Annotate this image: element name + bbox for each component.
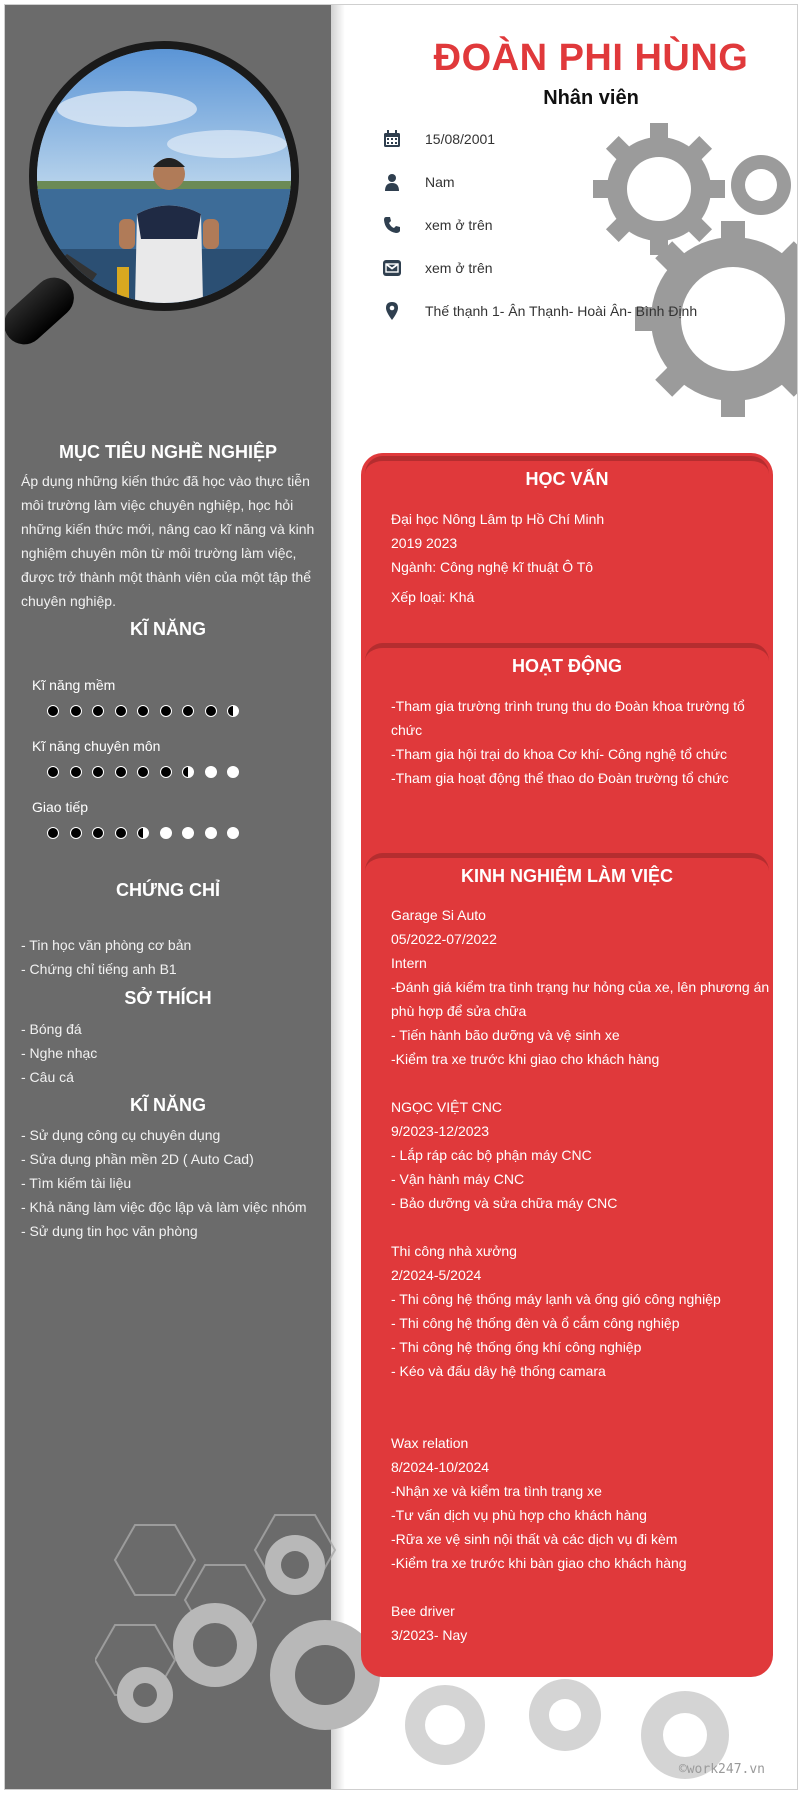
experience-title: KINH NGHIỆM LÀM VIỆC bbox=[460, 866, 673, 886]
rating-dot bbox=[92, 827, 104, 839]
rating-dot bbox=[227, 705, 239, 717]
experience-line: Thi công nhà xưởng bbox=[391, 1243, 517, 1259]
list-item: - Sửa dụng phần mền 2D ( Auto Cad) bbox=[21, 1151, 254, 1167]
experience-line: phù hợp để sửa chữa bbox=[391, 1003, 527, 1019]
candidate-position: Nhân viên bbox=[543, 87, 639, 109]
experience-line: - Bảo dưỡng và sửa chữa máy CNC bbox=[391, 1195, 618, 1211]
experience-line: 8/2024-10/2024 bbox=[391, 1459, 490, 1475]
avatar bbox=[37, 49, 291, 303]
email-value: xem ở trên bbox=[425, 260, 493, 276]
email-icon bbox=[381, 257, 403, 279]
activities-line: -Tham gia hội trại do khoa Cơ khí- Công nghệ tổ chức bbox=[391, 746, 728, 762]
certificates-title: CHỨNG CHỈ bbox=[116, 880, 220, 900]
experience-line: NGỌC VIỆT CNC bbox=[391, 1099, 502, 1115]
gears-decoration-top bbox=[593, 123, 798, 423]
cv-page bbox=[4, 4, 798, 1790]
experience-line: -Tư vấn dịch vụ phù hợp cho khách hàng bbox=[391, 1507, 647, 1523]
phone-value: xem ở trên bbox=[425, 217, 493, 233]
list-item: - Sử dụng tin học văn phòng bbox=[21, 1223, 198, 1239]
experience-line: - Thi công hệ thống đèn và ổ cắm công nghiệp bbox=[391, 1315, 680, 1331]
rating-dot bbox=[115, 766, 127, 778]
experience-line: - Tiến hành bão dưỡng và vệ sinh xe bbox=[391, 1027, 620, 1043]
rating-dot bbox=[205, 705, 217, 717]
list-item: - Câu cá bbox=[21, 1069, 74, 1085]
skill-rating-dots bbox=[47, 705, 239, 717]
objective-title: MỤC TIÊU NGHỀ NGHIỆP bbox=[58, 442, 277, 462]
education-line: Đại học Nông Lâm tp Hồ Chí Minh bbox=[391, 511, 605, 527]
objective-line: được trở thành một thành viên của một tập thể bbox=[21, 569, 312, 585]
gender-value: Nam bbox=[425, 174, 455, 190]
rating-dot bbox=[70, 827, 82, 839]
phone-icon bbox=[381, 214, 403, 236]
activities-line: -Tham gia trường trình trung thu do Đoàn khoa trường tổ bbox=[391, 698, 745, 714]
rating-dot bbox=[160, 766, 172, 778]
objective-line: những kiến thức mới, nâng cao kĩ năng và kinh bbox=[21, 521, 315, 537]
skill-label: Kĩ năng mềm bbox=[32, 677, 116, 693]
contact-gender bbox=[381, 170, 455, 194]
experience-line: 05/2022-07/2022 bbox=[391, 931, 497, 947]
rating-dot bbox=[92, 705, 104, 717]
rating-dot bbox=[160, 827, 172, 839]
list-item: - Tìm kiếm tài liệu bbox=[21, 1175, 132, 1191]
experience-line: 3/2023- Nay bbox=[391, 1627, 468, 1643]
experience-text bbox=[391, 903, 771, 1647]
skills-list bbox=[21, 1123, 321, 1243]
experience-line: - Thi công hệ thống ống khí công nghiệp bbox=[391, 1339, 642, 1355]
profile-photo bbox=[29, 41, 309, 321]
location-pin-icon bbox=[381, 300, 403, 322]
contact-phone bbox=[381, 213, 493, 237]
contact-address bbox=[381, 299, 697, 323]
rating-dot bbox=[182, 705, 194, 717]
magnifier-lens bbox=[29, 41, 299, 311]
skill-rating-dots bbox=[47, 827, 239, 839]
objective-line: Áp dụng những kiến thức đã học vào thực tiễn bbox=[21, 473, 310, 489]
experience-line: - Vận hành máy CNC bbox=[391, 1171, 525, 1187]
experience-line bbox=[391, 1575, 771, 1599]
skill-label: Giao tiếp bbox=[32, 799, 89, 815]
rating-dot bbox=[227, 766, 239, 778]
skill-rating-dots bbox=[47, 766, 239, 778]
hobbies-list bbox=[21, 1017, 321, 1089]
list-item: - Sử dụng công cụ chuyên dụng bbox=[21, 1127, 221, 1143]
experience-line: 9/2023-12/2023 bbox=[391, 1123, 490, 1139]
skills-list-title: KĨ NĂNG bbox=[130, 1095, 206, 1115]
rating-dot bbox=[137, 705, 149, 717]
list-item: - Tin học văn phòng cơ bản bbox=[21, 937, 192, 953]
experience-line bbox=[391, 1071, 771, 1095]
activities-line: -Tham gia hoạt động thể thao do Đoàn trường tổ chức bbox=[391, 770, 729, 786]
experience-line: Intern bbox=[391, 955, 427, 971]
list-item: - Nghe nhạc bbox=[21, 1045, 98, 1061]
experience-line: - Kéo và đấu dây hệ thống camara bbox=[391, 1363, 606, 1379]
education-line: 2019 2023 bbox=[391, 535, 458, 551]
objective-text bbox=[21, 469, 317, 613]
candidate-name: ĐOÀN PHI HÙNG bbox=[433, 37, 749, 79]
list-item: - Chứng chỉ tiếng anh B1 bbox=[21, 961, 177, 977]
rating-dot bbox=[137, 766, 149, 778]
rating-dot bbox=[227, 827, 239, 839]
certificates-list bbox=[21, 933, 321, 981]
list-item: - Khả năng làm việc độc lập và làm việc nhóm bbox=[21, 1199, 307, 1215]
experience-line: - Lắp ráp các bộ phận máy CNC bbox=[391, 1147, 592, 1163]
activities-line: chức bbox=[391, 722, 423, 738]
objective-line: môi trường làm việc chuyên nghiệp, học hỏi bbox=[21, 497, 294, 513]
experience-line: Wax relation bbox=[391, 1435, 469, 1451]
objective-line: nghiệm chuyên môn từ môi trường làm việc, bbox=[21, 545, 297, 561]
rating-dot bbox=[182, 827, 194, 839]
calendar-icon bbox=[381, 128, 403, 150]
rating-dot bbox=[70, 766, 82, 778]
experience-line bbox=[391, 1383, 771, 1407]
experience-line: -Kiểm tra xe trước khi giao cho khách hàng bbox=[391, 1051, 660, 1067]
birthdate-value: 15/08/2001 bbox=[425, 131, 496, 147]
person-icon bbox=[381, 171, 403, 193]
rating-dot bbox=[205, 827, 217, 839]
activities-text bbox=[391, 694, 771, 790]
rating-dot bbox=[47, 827, 59, 839]
address-value: Thế thạnh 1- Ân Thạnh- Hoài Ân- Bình Định bbox=[425, 303, 698, 319]
rating-dot bbox=[47, 705, 59, 717]
rating-dot bbox=[70, 705, 82, 717]
experience-line: Bee driver bbox=[391, 1603, 455, 1619]
experience-line: -Rữa xe vệ sinh nội thất và các dịch vụ đi kèm bbox=[391, 1531, 678, 1547]
rating-dot bbox=[115, 705, 127, 717]
skills-rating-title: KĨ NĂNG bbox=[130, 619, 206, 639]
contact-email bbox=[381, 256, 493, 280]
experience-line: -Nhận xe và kiểm tra tình trạng xe bbox=[391, 1483, 602, 1499]
rating-dot bbox=[137, 827, 149, 839]
watermark: ©work247.vn bbox=[678, 1762, 765, 1777]
rating-dot bbox=[92, 766, 104, 778]
education-line: Ngành: Công nghệ kĩ thuật Ô Tô bbox=[391, 559, 594, 575]
experience-line: Garage Si Auto bbox=[391, 907, 486, 923]
rating-dot bbox=[160, 705, 172, 717]
experience-line: -Đánh giá kiểm tra tình trạng hư hỏng của xe, lên phương án bbox=[391, 979, 770, 995]
list-item: - Bóng đá bbox=[21, 1021, 82, 1037]
experience-line: - Thi công hệ thống máy lạnh và ống gió công nghiệp bbox=[391, 1291, 721, 1307]
experience-line: -Kiểm tra xe trước khi bàn giao cho khách hàng bbox=[391, 1555, 687, 1571]
activities-title: HOẠT ĐỘNG bbox=[512, 656, 622, 676]
education-line: Xếp loại: Khá bbox=[391, 589, 475, 605]
contact-birthdate bbox=[381, 127, 495, 151]
education-title: HỌC VẤN bbox=[525, 469, 609, 489]
experience-line bbox=[391, 1407, 771, 1431]
experience-line: 2/2024-5/2024 bbox=[391, 1267, 482, 1283]
rating-dot bbox=[182, 766, 194, 778]
rating-dot bbox=[47, 766, 59, 778]
skill-label: Kĩ năng chuyên môn bbox=[32, 738, 161, 754]
education-text bbox=[391, 507, 771, 609]
hobbies-title: SỞ THÍCH bbox=[124, 988, 212, 1008]
objective-line: chuyên nghiệp. bbox=[21, 593, 116, 609]
experience-line bbox=[391, 1215, 771, 1239]
rating-dot bbox=[205, 766, 217, 778]
rating-dot bbox=[115, 827, 127, 839]
